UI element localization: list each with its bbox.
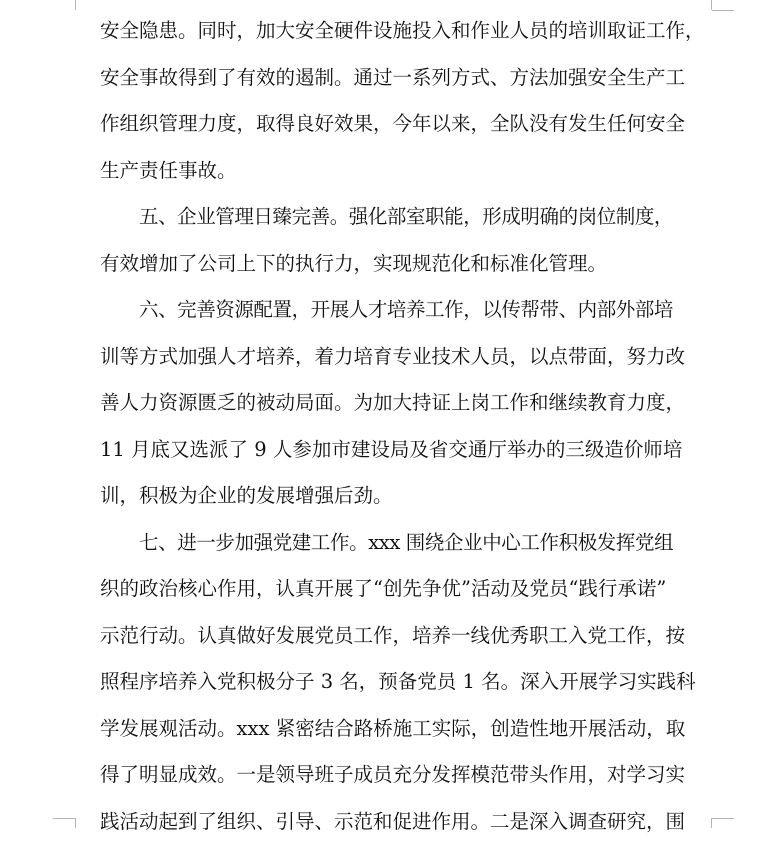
text-line: 学发展观活动。xxx 紧密结合路桥施工实际，创造性地开展活动，取	[100, 706, 712, 753]
document-body	[100, 8, 712, 845]
text-line: 善人力资源匮乏的被动局面。为加大持证上岗工作和继续教育力度，	[100, 380, 712, 427]
crop-mark-bottom-left-vertical	[75, 818, 76, 828]
text-line: 有效增加了公司上下的执行力，实现规范化和标准化管理。	[100, 241, 712, 288]
paragraph-party-building	[100, 520, 712, 845]
paragraph-management	[100, 194, 712, 287]
text-line: 作组织管理力度，取得良好效果，今年以来，全队没有发生任何安全	[100, 101, 712, 148]
text-line: 七、进一步加强党建工作。xxx 围绕企业中心工作积极发挥党组	[100, 520, 712, 567]
text-line: 安全事故得到了有效的遏制。通过一系列方式、方法加强安全生产工	[100, 55, 712, 102]
text-line: 训，积极为企业的发展增强后劲。	[100, 473, 712, 520]
paragraph-resources	[100, 287, 712, 520]
text-line: 六、完善资源配置，开展人才培养工作，以传帮带、内部外部培	[100, 287, 712, 334]
crop-mark-bottom-left-horizontal	[53, 818, 75, 819]
text-line: 得了明显成效。一是领导班子成员充分发挥模范带头作用，对学习实	[100, 752, 712, 799]
text-line: 五、企业管理日臻完善。强化部室职能，形成明确的岗位制度，	[100, 194, 712, 241]
crop-mark-bottom-right-horizontal	[712, 818, 734, 819]
text-line: 训等方式加强人才培养，着力培育专业技术人员，以点带面，努力改	[100, 334, 712, 381]
text-line: 示范行动。认真做好发展党员工作，培养一线优秀职工入党工作，按	[100, 613, 712, 660]
crop-mark-top-right-horizontal	[712, 10, 734, 11]
text-line: 生产责任事故。	[100, 148, 712, 195]
text-line: 安全隐患。同时，加大安全硬件设施投入和作业人员的培训取证工作，	[100, 8, 712, 55]
text-line: 照程序培养入党积极分子 3 名，预备党员 1 名。深入开展学习实践科	[100, 659, 712, 706]
crop-mark-top-left-vertical	[75, 0, 76, 10]
text-line: 践活动起到了组织、引导、示范和促进作用。二是深入调查研究，围	[100, 799, 712, 845]
text-line: 11 月底又选派了 9 人参加市建设局及省交通厅举办的三级造价师培	[100, 427, 712, 474]
text-line: 织的政治核心作用，认真开展了“创先争优”活动及党员“践行承诺”	[100, 566, 712, 613]
paragraph-safety	[100, 8, 712, 194]
